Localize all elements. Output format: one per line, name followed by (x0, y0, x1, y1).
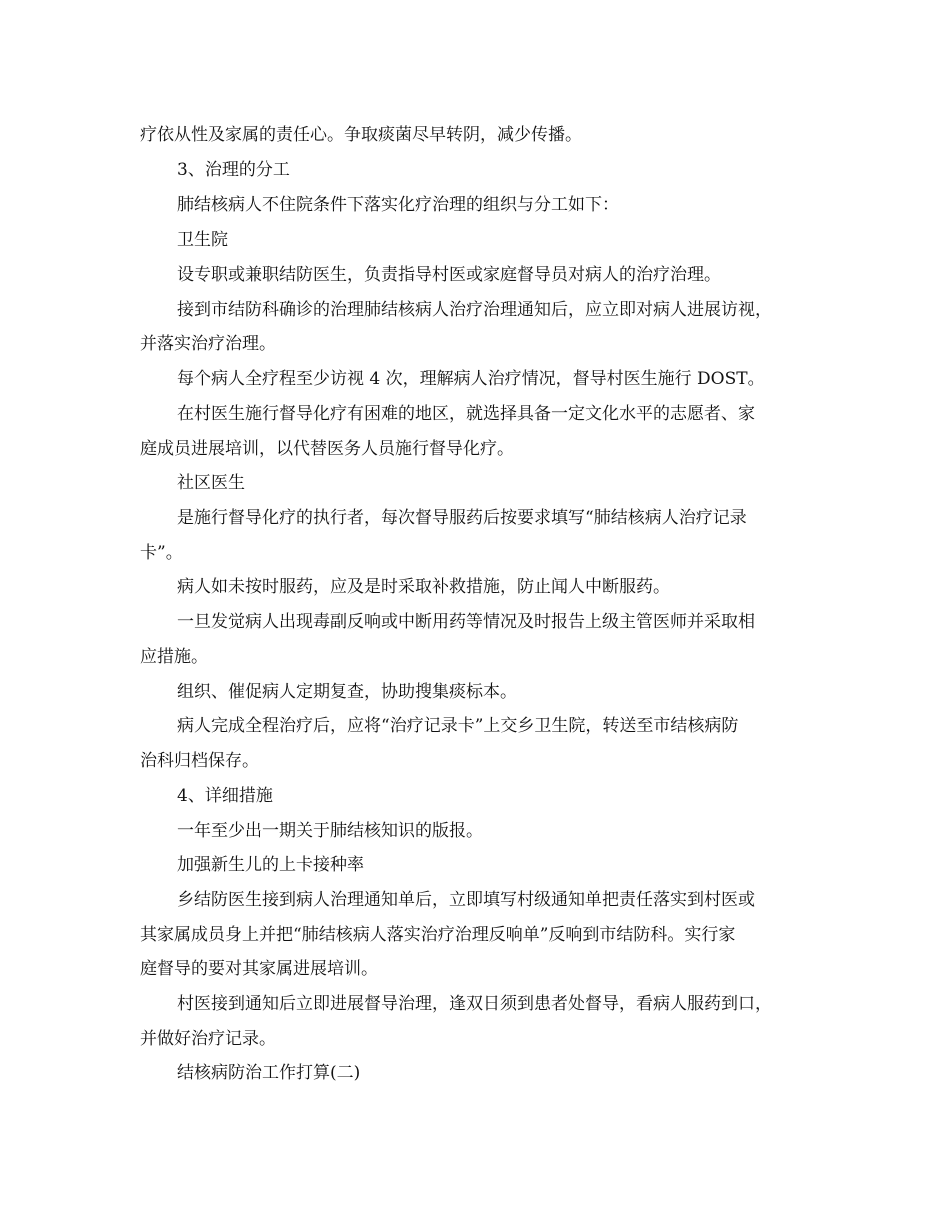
text-line: 应措施。 (140, 647, 208, 667)
text-line: 设专职或兼职结防医生，负责指导村医或家庭督导员对病人的治疗治理。 (177, 265, 721, 285)
text-line: 加强新生儿的上卡接种率 (177, 855, 364, 875)
section-heading: 4、详细措施 (177, 786, 273, 806)
text-line: 肺结核病人不住院条件下落实化疗治理的组织与分工如下： (177, 195, 619, 215)
text-line: 一旦发觉病人出现毒副反响或中断用药等情况及时报告上级主管医师并采取相 (177, 612, 755, 632)
text-line: 治科归档保存。 (140, 751, 259, 771)
text-line: 病人完成全程治疗后，应将“治疗记录卡”上交乡卫生院，转送至市结核病防 (177, 716, 739, 736)
subheading: 社区医生 (177, 473, 245, 493)
text-line: 并落实治疗治理。 (140, 334, 276, 354)
section-heading: 3、治理的分工 (177, 160, 290, 180)
document-title: 结核病防治工作打算(二) (177, 1063, 361, 1083)
text-line: 每个病人全疗程至少访视 4 次，理解病人治疗情况，督导村医生施行 DOST。 (177, 369, 765, 389)
text-line: 疗依从性及家属的责任心。争取痰菌尽早转阴，减少传播。 (140, 125, 582, 145)
text-line: 在村医生施行督导化疗有困难的地区，就选择具备一定文化水平的志愿者、家 (177, 404, 755, 424)
text-line: 病人如未按时服药，应及是时采取补救措施，防止闻人中断服药。 (177, 577, 670, 597)
text-line: 其家属成员身上并把“肺结核病人落实治疗治理反响单”反响到市结防科。实行家 (140, 925, 736, 945)
subheading: 卫生院 (177, 230, 228, 250)
text-line: 是施行督导化疗的执行者，每次督导服药后按要求填写“肺结核病人治疗记录 (177, 508, 747, 528)
text-line: 一年至少出一期关于肺结核知识的版报。 (177, 821, 483, 841)
text-line: 卡”。 (140, 543, 183, 563)
text-line: 组织、催促病人定期复查，协助搜集痰标本。 (177, 682, 517, 702)
text-line: 庭督导的要对其家属进展培训。 (140, 959, 378, 979)
text-line: 乡结防医生接到病人治理通知单后，立即填写村级通知单把责任落实到村医或 (177, 890, 755, 910)
text-line: 并做好治疗记录。 (140, 1029, 276, 1049)
text-line: 庭成员进展培训，以代替医务人员施行督导化疗。 (140, 439, 514, 459)
text-line: 接到市结防科确诊的治理肺结核病人治疗治理通知后，应立即对病人进展访视， (177, 300, 772, 320)
text-line: 村医接到通知后立即进展督导治理，逢双日须到患者处督导，看病人服药到口， (177, 994, 772, 1014)
